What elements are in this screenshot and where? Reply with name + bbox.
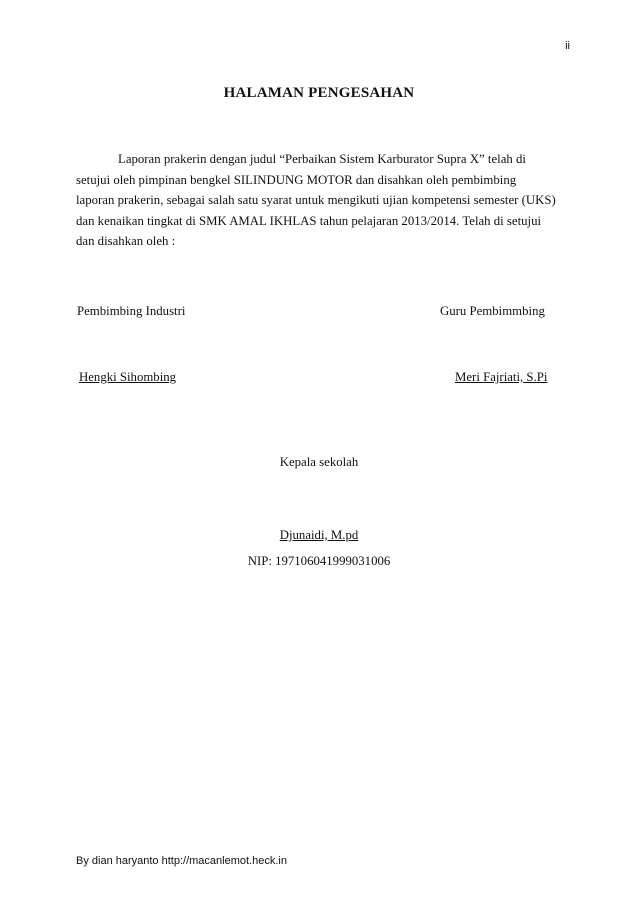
- teacher-supervisor-role: Guru Pembimmbing: [440, 304, 545, 318]
- paragraph-line: laporan prakerin, sebagai salah satu syarat untuk mengikuti ujian kompetensi semester (UKS): [76, 193, 556, 207]
- page-number: ii: [565, 40, 570, 52]
- industry-supervisor-role: Pembimbing Industri: [77, 304, 186, 318]
- industry-supervisor-name: Hengki Sihombing: [79, 370, 177, 384]
- approval-paragraph: [76, 149, 566, 252]
- headmaster-role: Kepala sekolah: [279, 455, 359, 469]
- headmaster-name-block: [0, 528, 638, 543]
- headmaster-name: Djunaidi, M.pd: [279, 528, 359, 542]
- page-title: HALAMAN PENGESAHAN: [223, 85, 415, 101]
- teacher-supervisor-name: Meri Fajriati, S.Pi: [455, 370, 548, 384]
- paragraph-line: setujui oleh pimpinan bengkel SILINDUNG MOTOR dan disahkan oleh pembimbing: [76, 172, 517, 187]
- paragraph-line: dan disahkan oleh :: [76, 234, 176, 248]
- headmaster-nip: NIP: 197106041999031006: [247, 554, 391, 568]
- footer-credit: By dian haryanto http://macanlemot.heck.in: [76, 855, 287, 867]
- paragraph-line: dan kenaikan tingkat di SMK AMAL IKHLAS tahun pelajaran 2013/2014. Telah di setujui: [76, 213, 542, 228]
- paragraph-line: Laporan prakerin dengan judul “Perbaikan Sistem Karburator Supra X” telah di: [118, 152, 526, 166]
